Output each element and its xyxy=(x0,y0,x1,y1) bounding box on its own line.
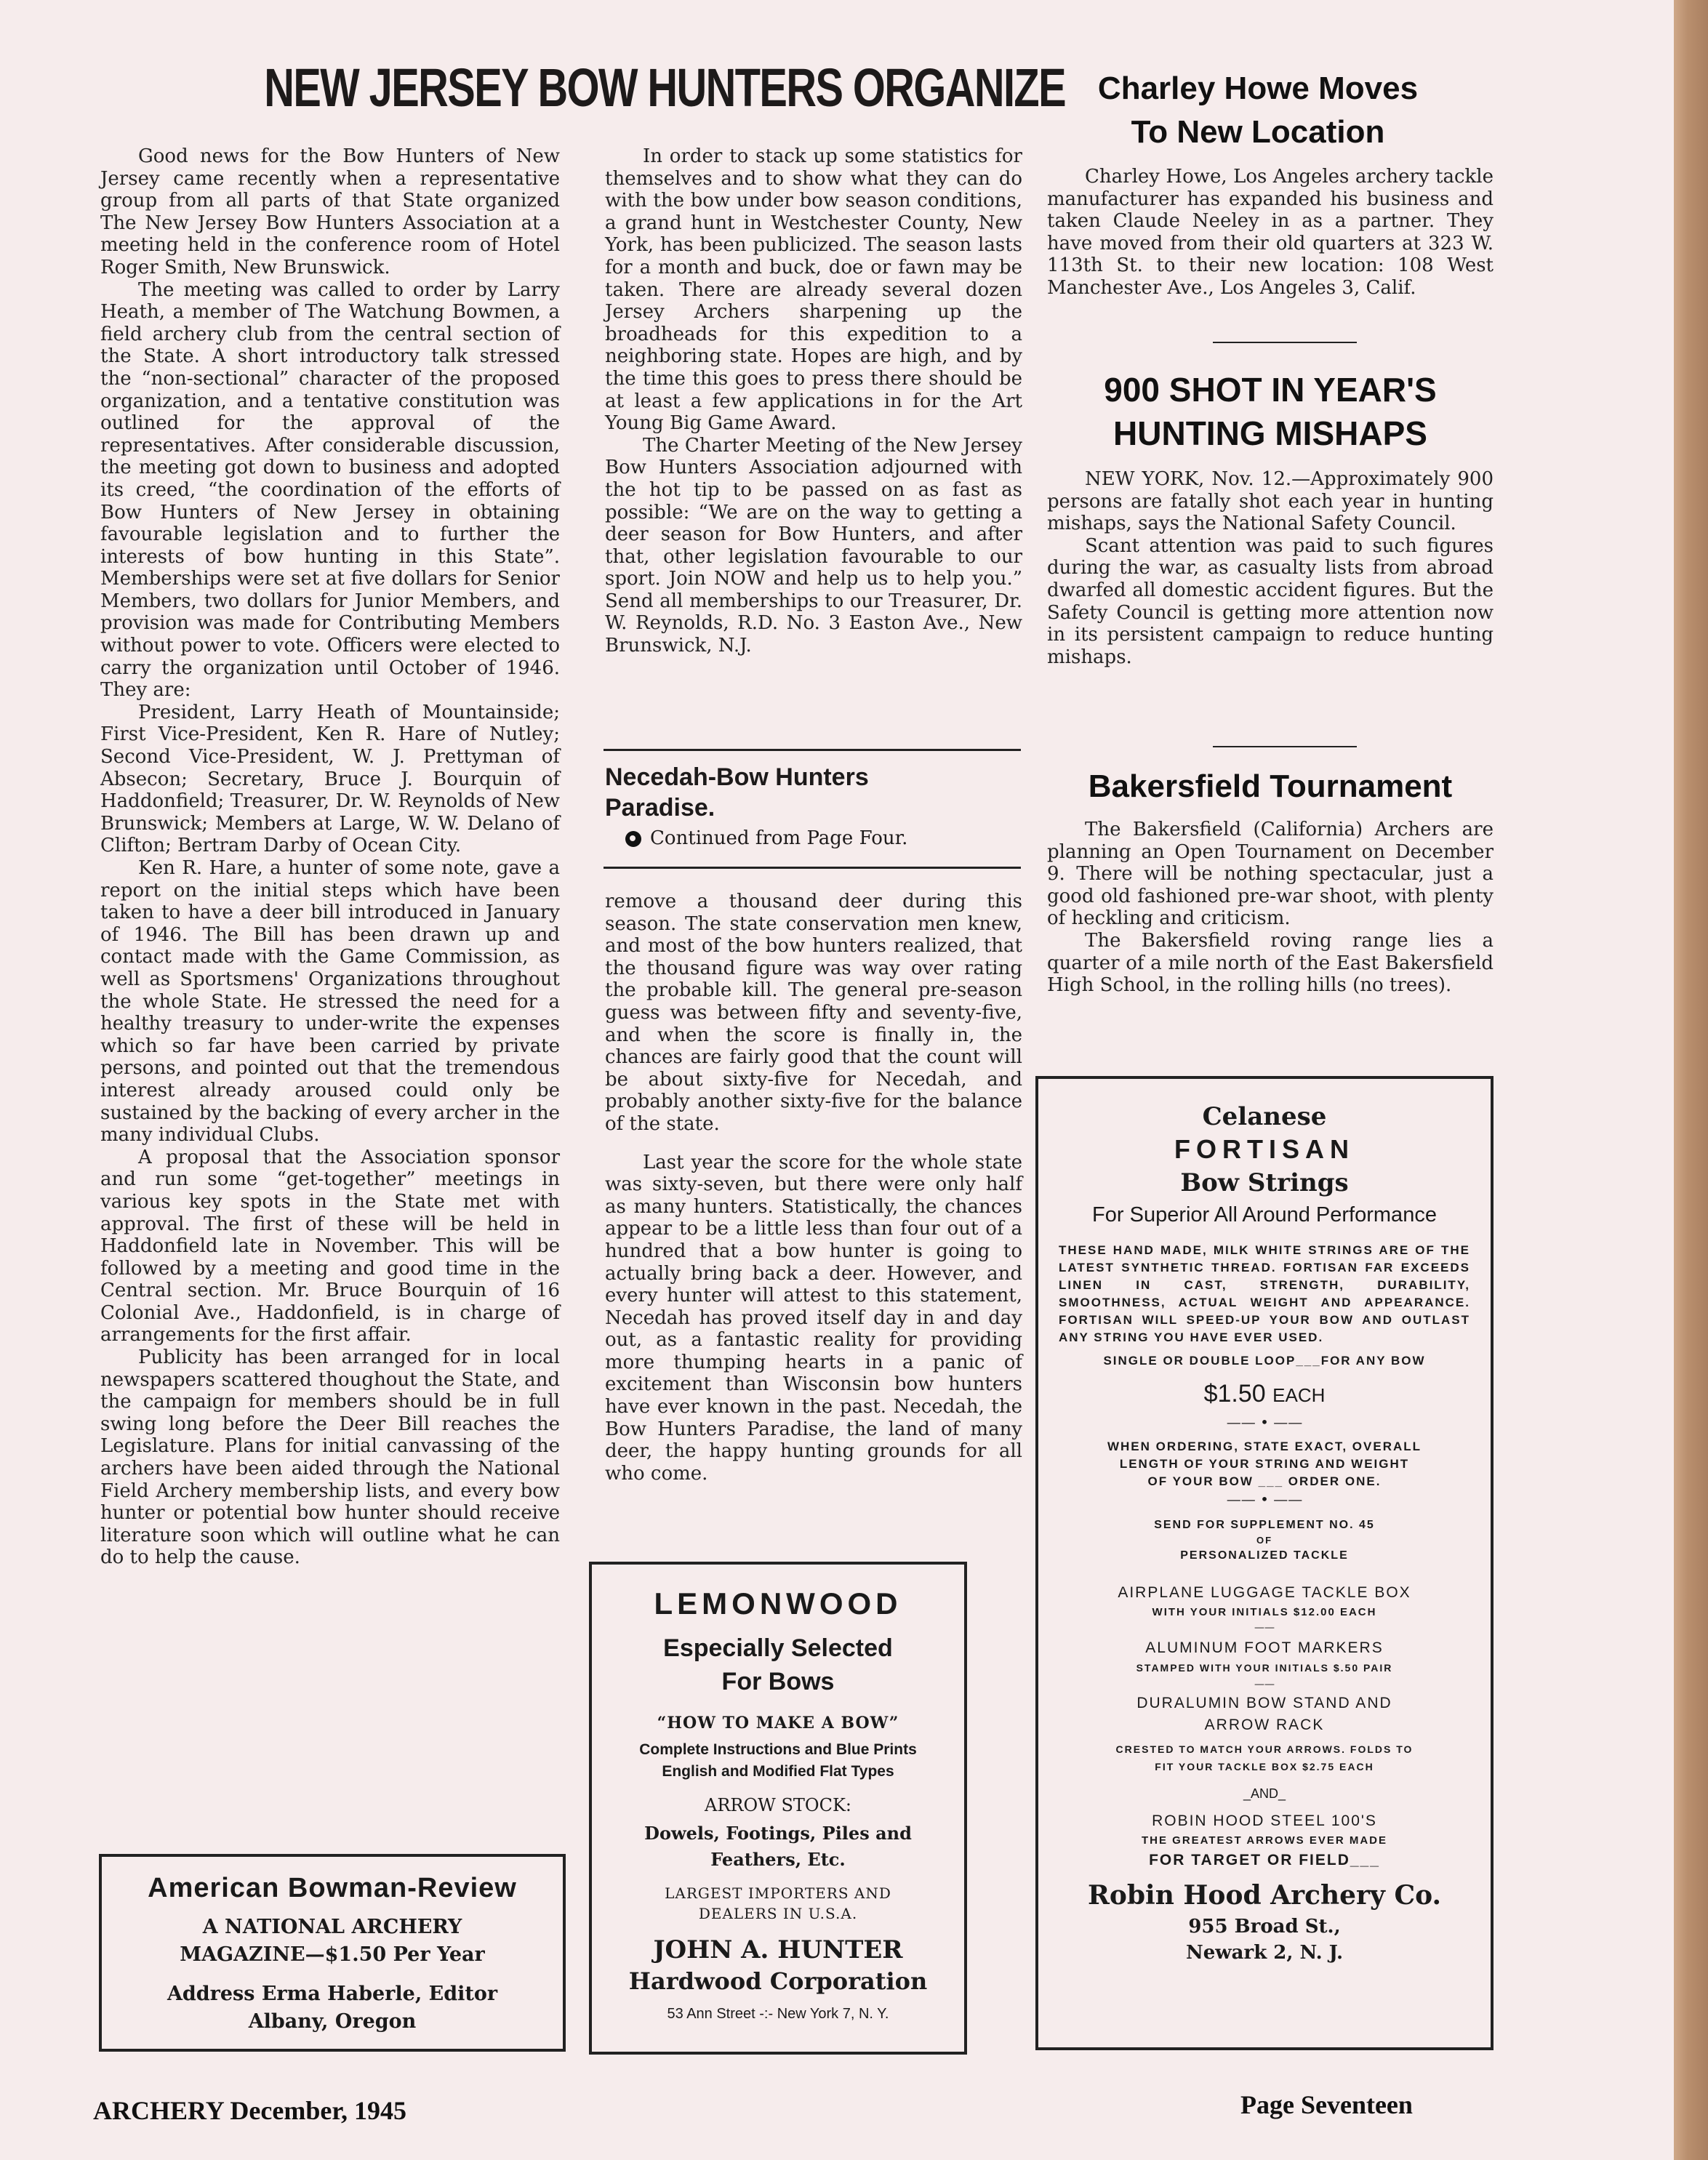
ad-address: Newark 2, N. J. xyxy=(1185,1942,1344,1964)
article-paragraph: Publicity has been arranged for in local newspapers scattered thoughout the State, and the campaign for members should be in full swing long before the Deer Bill reaches the Legislature. Plans for initial canvassing of the archers have been aided through the National Field Archery membership lists, and every bow hunter or potential bow hunter should receive literature soon which will outline what he can do to help the cause. xyxy=(100,1346,560,1569)
page-edge xyxy=(1674,0,1708,2160)
ad-brand: Celanese xyxy=(1202,1102,1327,1131)
mishaps-title-line: 900 SHOT IN YEAR'S xyxy=(1104,371,1437,409)
ad-item-name: ROBIN HOOD STEEL 100'S xyxy=(1152,1812,1377,1829)
article-paragraph: The Bakersfield roving range lies a quarter of a mile north of the East Bakersfield High School, in the rolling hills (no trees). xyxy=(1047,929,1494,997)
article-paragraph: Good news for the Bow Hunters of New Jersey came recently when a representative group from all parts of that State organized The New Jersey Bow Hunters Association at a meeting held in the conference room of Hotel Roger Smith, New Brunswick. xyxy=(100,145,560,278)
article-paragraph: NEW YORK, Nov. 12.—Approximately 900 persons are fatally shot each year in hunting mishaps, says the National Safety Council. xyxy=(1047,468,1494,535)
article-paragraph: The Charter Meeting of the New Jersey Bow Hunters Association adjourned with the hot tip to be passed on as fast as possible: “We are on the way to getting a deer season for Bow Hunters, and after that, other legislation favourable to our sport. Join NOW and help us to help you.” Send all memberships to our Treasurer, Dr. W. Reynolds, R.D. No. 3 Easton Ave., New Brunswick, N.J. xyxy=(605,434,1022,657)
ad-line: WHEN ORDERING, STATE EXACT, OVERALL xyxy=(1107,1440,1422,1453)
article-column-2 xyxy=(605,145,1022,657)
ad-line: PERSONALIZED TACKLE xyxy=(1180,1549,1349,1562)
necedah-title-line: Paradise. xyxy=(605,794,715,822)
ad-line: OF YOUR BOW ___ ORDER ONE. xyxy=(1147,1474,1382,1488)
article-paragraph: Last year the score for the whole state was sixty-seven, but there were only half as many hunters. Statistically, the chances appear to be a little less than four out of a hundred that a bow hunter is going to actually bring back a deer. However, and every hunter will attest to this statement, Necedah has proved itself day in and day out, as a fantastic reality for providing more thumping hearts in a panic of excitement than Wisconsin bow hunters have ever known in the past. Necedah, the Bow Hunters Paradise, the land of many deer, the happy hunting grounds for all who come. xyxy=(605,1151,1022,1485)
continued-text: Continued from Page Four. xyxy=(650,827,908,849)
continued-note xyxy=(625,827,907,849)
ad-line: English and Modified Flat Types xyxy=(662,1763,894,1780)
price-unit: EACH xyxy=(1272,1384,1326,1406)
ad-bowman-review xyxy=(99,1854,566,2052)
mishaps-title xyxy=(1047,368,1494,455)
ad-line: DEALERS IN U.S.A. xyxy=(698,1905,858,1922)
article-paragraph: The meeting was called to order by Larry Heath, a member of The Watchung Bowmen, a field archery club from the central section of the State. A short introductory talk stressed the “non-sectional” character of the proposed organization, and a tentative constitution was outlined for the approval of the representatives. After considerable discussion, the meeting got down to business and adopted its creed, “the coordination of the efforts of Bow Hunters of New Jersey in obtaining favourable legislation and to further the interests of bow hunting in this State”. Memberships were set at five dollars for Senior Members, two dollars for Junior Members, and provision was made for Contributing Members without power to vote. Officers were elected to carry the organization until October of 1946. They are: xyxy=(100,278,560,702)
howe-title-line: Charley Howe Moves xyxy=(1097,71,1419,106)
ad-title: LEMONWOOD xyxy=(654,1586,902,1621)
ad-line: Bow Strings xyxy=(1180,1168,1349,1197)
necedah-title-line: Necedah-Bow Hunters xyxy=(605,763,869,791)
ad-line: OF xyxy=(1256,1535,1273,1546)
ad-line: Dowels, Footings, Piles and xyxy=(644,1823,912,1844)
howe-body xyxy=(1047,166,1494,300)
ad-line: “HOW TO MAKE A BOW” xyxy=(657,1714,899,1733)
necedah-title xyxy=(605,762,1022,823)
section-divider xyxy=(1213,746,1357,747)
bakersfield-body xyxy=(1047,819,1494,997)
howe-title-line: To New Location xyxy=(1131,114,1385,150)
bullet-icon xyxy=(625,831,641,847)
ad-divider: —— • —— xyxy=(1226,1413,1303,1431)
mishaps-title-line: HUNTING MISHAPS xyxy=(1113,414,1427,452)
article-paragraph: The Bakersfield (California) Archers are planning an Open Tournament on December 9. There will be nothing spectacular, just a good old fashioned pre-war shoot, with plenty of heckling and criticism. xyxy=(1047,819,1494,930)
ad-line: Feathers, Etc. xyxy=(710,1849,846,1870)
necedah-column xyxy=(605,891,1022,1485)
ad-price xyxy=(1059,1376,1470,1413)
section-divider xyxy=(604,867,1021,869)
ad-divider: —— xyxy=(1254,1679,1275,1690)
ad-item-detail: FOR TARGET OR FIELD___ xyxy=(1149,1852,1380,1868)
price-value: $1.50 xyxy=(1203,1380,1266,1408)
ad-line: JOHN A. HUNTER xyxy=(653,1935,903,1964)
ad-title: American Bowman-Review xyxy=(148,1873,517,1903)
article-paragraph: In order to stack up some statistics for themselves and to show what they can do with the bow under bow season conditions, a grand hunt in Westchester County, New York, has been publicized. The season lasts for a month and buck, doe or fawn may be taken. There are already several dozen Jersey Archers sharpening up the broadheads for this expedition to a neighboring state. Hopes are high, and by the time this goes to press there should be at least a few applications in for the Art Young Big Game Award. xyxy=(605,145,1022,435)
ad-item-name: AIRPLANE LUGGAGE TACKLE BOX xyxy=(1118,1584,1411,1601)
article-paragraph: Ken R. Hare, a hunter of some note, gave a report on the initial steps which have been taken to have a deer bill introduced in January of 1946. The Bill has been drawn up and contact made with the Game Commission, as well as Sportsmens' Organizations throughout the whole State. He stressed the need for a healthy treasury to under-write the expenses which so far have been carried by private persons, and pointed out that the tremendous interest already aroused could only be sustained by the backing of every archer in the many individual Clubs. xyxy=(100,857,560,1147)
article-paragraph: Charley Howe, Los Angeles archery tackle manufacturer has expanded his business and taken Claude Neeley in as a partner. They have moved from their old quarters at 323 W. 113th St. to their new location: 108 West Manchester Ave., Los Angeles 3, Calif. xyxy=(1047,166,1494,299)
footer-page-number: Page Seventeen xyxy=(1240,2090,1413,2119)
ad-address: 955 Broad St., xyxy=(1188,1916,1341,1938)
ad-line: Hardwood Corporation xyxy=(628,1967,928,1995)
ad-line: _AND_ xyxy=(1243,1786,1286,1801)
ad-item-detail: WITH YOUR INITIALS $12.00 EACH xyxy=(1152,1606,1377,1618)
ad-line: Albany, Oregon xyxy=(248,2010,417,2033)
ad-line: SEND FOR SUPPLEMENT NO. 45 xyxy=(1154,1519,1375,1531)
ad-line: Complete Instructions and Blue Prints xyxy=(639,1741,917,1758)
ad-line: LENGTH OF YOUR STRING AND WEIGHT xyxy=(1119,1457,1410,1471)
ad-line: Especially Selected xyxy=(663,1634,893,1662)
article-paragraph: remove a thousand deer during this season. The state conservation men knew, and most of the bow hunters realized, that the thousand figure was way over rating the probable kill. The general pre-season guess was between fifty and seventy-five, and when the score is finally in, the chances are fairly good that the count will be about sixty-five for Necedah, and probably another sixty-five for the balance of the state. xyxy=(605,891,1022,1135)
page-title: NEW JERSEY BOW HUNTERS ORGANIZE xyxy=(264,57,1066,118)
howe-title xyxy=(1054,67,1462,154)
ad-divider: —— xyxy=(1254,1622,1275,1634)
article-paragraph: Scant attention was paid to such figures during the war, as casualty lists from abroad dwarfed all domestic accident figures. But the Safety Council is getting more attention now in its persistent campaign to reduce hunting mishaps. xyxy=(1047,534,1494,668)
ad-line: 53 Ann Street -:- New York 7, N. Y. xyxy=(667,2006,889,2022)
ad-line: SINGLE OR DOUBLE LOOP___FOR ANY BOW xyxy=(1103,1354,1426,1368)
ad-item-name: ARROW RACK xyxy=(1204,1717,1325,1733)
ad-line: For Bows xyxy=(721,1668,835,1695)
article-paragraph: A proposal that the Association sponsor and run some “get-together” meetings in various key spots in the State met with approval. The first of these will be held in Haddonfield late in November. This will be followed by a meeting and good time in the Central section. Mr. Bruce Bourquin of 16 Colonial Ave., Haddonfield, is in charge of arrangements for the first affair. xyxy=(100,1146,560,1346)
ad-line: LARGEST IMPORTERS AND xyxy=(665,1884,891,1902)
ad-item-detail: FIT YOUR TACKLE BOX $2.75 EACH xyxy=(1155,1761,1374,1772)
ad-item-detail: THE GREATEST ARROWS EVER MADE xyxy=(1141,1834,1387,1847)
ad-line: THESE HAND MADE, MILK WHITE STRINGS ARE OF THE LATEST SYNTHETIC THREAD. FORTISAN FAR EXCEEDS LINEN IN CAST, STRENGTH, DURABILITY, SMOOTHNESS, ACTUAL WEIGHT AND APPEARANCE. FORTISAN WILL SPEED-UP YOUR BOW AND OUTLAST ANY STRING YOU HAVE EVER USED. xyxy=(1059,1243,1470,1344)
article-paragraph: President, Larry Heath of Mountainside; First Vice-President, Ken R. Hare of Nutley; Second Vice-President, W. J. Prettyman of Absecon; Secretary, Bruce J. Bourquin of Haddonfield; Treasurer, Dr. W. Reynolds of New Brunswick; Members at Large, W. W. Delano of Clifton; Bertram Darby of Ocean City. xyxy=(100,701,560,857)
ad-company: Robin Hood Archery Co. xyxy=(1087,1880,1442,1911)
ad-item-detail: CRESTED TO MATCH YOUR ARROWS. FOLDS TO xyxy=(1115,1743,1414,1755)
ad-divider: —— • —— xyxy=(1226,1490,1303,1508)
ad-item-detail: STAMPED WITH YOUR INITIALS $.50 PAIR xyxy=(1136,1662,1393,1674)
section-divider xyxy=(1213,342,1357,343)
ad-item-name: ALUMINUM FOOT MARKERS xyxy=(1145,1639,1384,1656)
ad-line: ARROW STOCK: xyxy=(705,1795,851,1815)
bakersfield-title: Bakersfield Tournament xyxy=(1088,768,1453,804)
ad-line: For Superior All Around Performance xyxy=(1092,1203,1437,1226)
article-column-1 xyxy=(100,145,560,1569)
section-divider xyxy=(604,749,1021,751)
ad-line: MAGAZINE—$1.50 Per Year xyxy=(180,1943,485,1966)
ad-lemonwood xyxy=(589,1562,967,2055)
footer-magazine-date: ARCHERY December, 1945 xyxy=(93,2096,406,2125)
ad-title: FORTISAN xyxy=(1174,1134,1355,1164)
ad-line: A NATIONAL ARCHERY xyxy=(202,1916,462,1938)
ad-line: Address Erma Haberle, Editor xyxy=(167,1983,498,2005)
ad-fortisan xyxy=(1035,1076,1494,2050)
ad-item-name: DURALUMIN BOW STAND AND xyxy=(1136,1695,1392,1711)
mishaps-body xyxy=(1047,468,1494,668)
